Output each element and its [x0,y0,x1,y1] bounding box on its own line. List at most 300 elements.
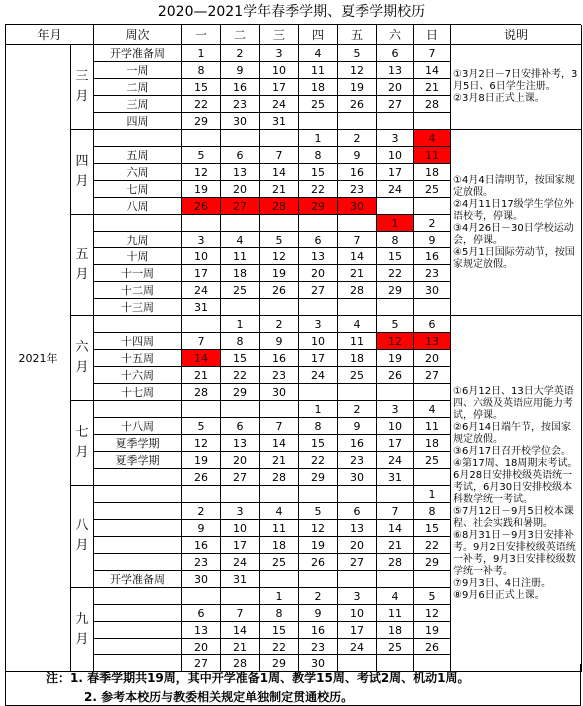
note-line: ④5月1日国际劳动节，按国家规定放假。 [453,246,575,270]
day-cell: 18 [299,79,338,96]
day-cell: 6 [377,45,414,62]
day-cell: 10 [377,147,414,164]
day-cell: 12 [338,62,377,79]
day-cell: 11 [260,520,299,537]
day-cell: 4 [338,316,377,333]
day-cell: 2 [338,401,377,418]
day-cell: 26 [299,554,338,571]
day-cell: 19 [260,265,299,282]
day-cell: 20 [414,350,451,367]
week-label [94,554,182,571]
day-cell: 13 [182,622,221,639]
year-label [6,45,71,672]
day-cell: 17 [377,164,414,181]
notes-block [451,316,582,672]
week-label [94,588,182,605]
day-cell: 30 [299,655,338,672]
day-cell: 17 [182,265,221,282]
day-cell: 23 [299,639,338,656]
day-cell: 26 [338,96,377,113]
day-cell: 4 [377,588,414,605]
week-label: 十四周 [94,333,182,350]
day-cell [377,198,414,215]
header-month: 年月 [6,25,94,45]
day-cell [260,130,299,147]
day-cell: 19 [182,452,221,469]
week-label: 五周 [94,147,182,164]
day-cell: 25 [338,367,377,384]
day-cell-holiday: 26 [182,198,221,215]
day-cell: 15 [299,164,338,181]
day-cell [260,401,299,418]
day-cell [377,113,414,130]
day-cell: 16 [338,435,377,452]
day-cell: 11 [338,333,377,350]
day-cell [377,486,414,503]
week-label: 十六周 [94,367,182,384]
day-cell: 19 [338,79,377,96]
day-cell-holiday: 13 [414,333,451,350]
day-cell: 7 [260,418,299,435]
day-cell [414,571,451,588]
day-cell: 14 [221,622,260,639]
day-cell: 31 [182,299,221,316]
day-cell: 25 [377,639,414,656]
day-cell [377,299,414,316]
day-cell: 17 [260,79,299,96]
day-cell: 4 [221,232,260,249]
day-cell [182,588,221,605]
day-cell [377,571,414,588]
day-cell: 5 [377,316,414,333]
day-cell [182,130,221,147]
day-cell: 29 [414,554,451,571]
day-cell: 21 [414,79,451,96]
day-cell: 25 [260,554,299,571]
day-cell: 29 [299,469,338,486]
day-cell: 6 [221,147,260,164]
week-label [94,401,182,418]
note-line: ⑤7月12日－9月5日校本课程、社会实践和暑期。 [453,505,574,529]
day-cell: 14 [338,248,377,265]
day-cell: 7 [182,333,221,350]
week-label: 十七周 [94,384,182,401]
note-line: ②4月11日17级学生学位外语校考，停课。 [453,198,574,222]
day-cell: 12 [414,605,451,622]
day-cell: 13 [221,435,260,452]
week-label [94,130,182,147]
day-cell: 26 [182,469,221,486]
day-cell: 10 [260,62,299,79]
day-cell: 6 [338,503,377,520]
day-cell [414,299,451,316]
day-cell: 16 [414,248,451,265]
day-cell: 25 [414,181,451,198]
day-cell: 28 [338,282,377,299]
notes-block [451,130,582,317]
day-cell: 27 [182,655,221,672]
note-line: ①6月12日、13日大学英语四、六级及英语应用能力考试，停课。 [453,385,574,421]
header-day: 日 [414,25,451,45]
day-cell: 22 [260,639,299,656]
week-label [94,316,182,333]
day-cell: 4 [414,401,451,418]
day-cell: 15 [260,622,299,639]
day-cell: 28 [377,554,414,571]
day-cell: 18 [377,622,414,639]
day-cell: 6 [182,605,221,622]
day-cell: 7 [260,147,299,164]
day-cell: 13 [299,248,338,265]
day-cell: 16 [182,537,221,554]
week-label: 开学准备周 [94,571,182,588]
day-cell: 25 [221,282,260,299]
month-label [71,401,94,486]
week-label [94,520,182,537]
day-cell: 3 [377,130,414,147]
day-cell: 4 [299,45,338,62]
day-cell: 9 [221,62,260,79]
day-cell: 15 [414,520,451,537]
day-cell: 17 [377,435,414,452]
day-cell: 7 [414,45,451,62]
day-cell: 14 [377,520,414,537]
day-cell: 19 [182,181,221,198]
week-label: 六周 [94,164,182,181]
month-name: 六月 [75,340,89,376]
day-cell: 3 [182,232,221,249]
day-cell: 10 [338,605,377,622]
day-cell [414,384,451,401]
day-cell: 14 [260,435,299,452]
week-label: 开学准备周 [94,45,182,62]
day-cell: 6 [414,316,451,333]
day-cell: 3 [299,316,338,333]
week-label: 二周 [94,79,182,96]
day-cell: 17 [299,350,338,367]
day-cell: 18 [260,537,299,554]
month-label [71,45,94,130]
week-label: 七周 [94,181,182,198]
day-cell: 19 [377,350,414,367]
month-label [71,486,94,588]
day-cell [338,384,377,401]
day-cell: 12 [182,164,221,181]
day-cell: 30 [221,113,260,130]
day-cell: 27 [221,469,260,486]
header-week: 周次 [94,25,182,45]
day-cell-holiday: 11 [414,147,451,164]
month-name: 三月 [75,68,89,104]
day-cell: 30 [414,282,451,299]
week-label: 一周 [94,62,182,79]
day-cell: 8 [377,232,414,249]
day-cell: 2 [414,215,451,232]
day-cell: 31 [221,571,260,588]
day-cell-holiday: 28 [260,198,299,215]
day-cell: 3 [377,401,414,418]
day-cell: 10 [182,248,221,265]
day-cell: 8 [299,418,338,435]
week-label [94,469,182,486]
day-cell: 10 [377,418,414,435]
day-cell: 30 [182,571,221,588]
day-cell [221,299,260,316]
month-label [71,130,94,215]
day-cell: 24 [299,367,338,384]
week-label [94,215,182,232]
day-cell: 2 [182,503,221,520]
day-cell: 13 [338,520,377,537]
day-cell: 25 [414,452,451,469]
day-cell: 8 [414,503,451,520]
week-label [94,639,182,656]
day-cell [299,215,338,232]
day-cell: 17 [338,622,377,639]
day-cell: 2 [260,316,299,333]
day-cell [299,571,338,588]
day-cell: 15 [299,435,338,452]
month-name: 九月 [75,611,89,647]
day-cell: 21 [221,639,260,656]
day-cell-holiday: 27 [221,198,260,215]
day-cell [299,113,338,130]
day-cell: 24 [182,282,221,299]
day-cell: 9 [182,520,221,537]
day-cell [182,401,221,418]
day-cell: 18 [221,265,260,282]
day-cell [377,384,414,401]
day-cell: 23 [221,96,260,113]
day-cell: 13 [221,164,260,181]
day-cell: 16 [221,79,260,96]
day-cell: 21 [260,452,299,469]
note-line: ①4月4日清明节，按国家规定放假。 [453,174,575,198]
day-cell: 18 [338,350,377,367]
month-label [71,316,94,401]
day-cell: 12 [299,520,338,537]
day-cell [414,113,451,130]
day-cell: 1 [299,130,338,147]
day-cell: 2 [338,130,377,147]
day-cell: 28 [182,384,221,401]
day-cell: 20 [182,639,221,656]
month-label [71,588,94,673]
day-cell: 8 [182,62,221,79]
day-cell: 3 [338,588,377,605]
day-cell [414,198,451,215]
day-cell: 28 [260,469,299,486]
day-cell: 1 [299,401,338,418]
day-cell: 27 [377,96,414,113]
day-cell: 24 [338,639,377,656]
day-cell: 20 [221,181,260,198]
day-cell: 3 [221,503,260,520]
day-cell: 28 [221,655,260,672]
day-cell: 24 [221,554,260,571]
day-cell: 14 [260,164,299,181]
month-name: 五月 [75,246,89,282]
day-cell: 26 [260,282,299,299]
day-cell-holiday: 1 [377,215,414,232]
day-cell: 11 [377,605,414,622]
day-cell [260,215,299,232]
month-label [71,215,94,317]
day-cell: 22 [182,96,221,113]
note-line: ①3月2日－7日安排补考，3月5日、6日学生注册。 [453,68,578,92]
day-cell: 28 [414,96,451,113]
day-cell [338,113,377,130]
day-cell [260,486,299,503]
day-cell: 29 [182,113,221,130]
day-cell: 22 [414,537,451,554]
day-cell: 22 [299,181,338,198]
day-cell [182,486,221,503]
header-day: 二 [221,25,260,45]
day-cell: 24 [377,452,414,469]
day-cell: 18 [414,435,451,452]
day-cell: 27 [299,282,338,299]
day-cell: 17 [221,537,260,554]
day-cell: 24 [260,96,299,113]
note-line: ③6月17日召开校学位会。 [453,445,572,457]
day-cell [260,571,299,588]
day-cell: 7 [377,503,414,520]
day-cell: 29 [221,384,260,401]
day-cell: 23 [414,265,451,282]
day-cell: 25 [299,96,338,113]
day-cell: 10 [221,520,260,537]
day-cell [260,299,299,316]
day-cell [414,469,451,486]
week-label: 十八周 [94,418,182,435]
day-cell: 31 [377,469,414,486]
day-cell: 21 [338,265,377,282]
day-cell [221,588,260,605]
day-cell: 29 [377,282,414,299]
footer-line-1: 注：1. 春季学期共19周，其中开学准备1周、教学15周、考试2周、机动1周。 [46,671,470,685]
day-cell [299,486,338,503]
header-day: 六 [377,25,414,45]
day-cell: 24 [377,181,414,198]
day-cell [221,215,260,232]
week-label [94,486,182,503]
day-cell: 9 [338,418,377,435]
day-cell [338,215,377,232]
day-cell: 1 [221,316,260,333]
day-cell: 18 [414,164,451,181]
week-label: 十周 [94,248,182,265]
month-name: 八月 [75,518,89,554]
note-line: ⑧9月6日正式上课。 [453,589,545,601]
day-cell: 20 [338,537,377,554]
day-cell: 9 [260,333,299,350]
day-cell: 1 [182,45,221,62]
day-cell: 5 [182,418,221,435]
day-cell: 23 [182,554,221,571]
day-cell: 22 [221,367,260,384]
day-cell: 1 [414,486,451,503]
day-cell: 11 [414,418,451,435]
day-cell [182,316,221,333]
week-label: 八周 [94,198,182,215]
header-day: 四 [299,25,338,45]
day-cell [338,299,377,316]
week-label: 十一周 [94,265,182,282]
day-cell [299,384,338,401]
day-cell: 7 [338,232,377,249]
day-cell: 20 [221,452,260,469]
day-cell-holiday: 4 [414,130,451,147]
day-cell: 11 [221,248,260,265]
day-cell: 15 [221,350,260,367]
day-cell: 15 [377,248,414,265]
day-cell: 12 [260,248,299,265]
day-cell-holiday: 14 [182,350,221,367]
note-line: ②6月14日端午节，按国家规定放假。 [453,421,572,445]
day-cell: 6 [221,418,260,435]
day-cell: 21 [377,537,414,554]
day-cell-holiday: 30 [338,198,377,215]
day-cell: 19 [299,537,338,554]
week-label: 十三周 [94,299,182,316]
week-label [94,605,182,622]
day-cell: 5 [338,45,377,62]
day-cell [221,401,260,418]
day-cell: 2 [221,45,260,62]
day-cell: 6 [299,232,338,249]
day-cell: 2 [299,588,338,605]
week-label: 十二周 [94,282,182,299]
year-text: 2021年 [18,352,58,366]
day-cell: 1 [260,588,299,605]
day-cell: 22 [377,265,414,282]
day-cell: 5 [182,147,221,164]
calendar-table [5,24,581,671]
day-cell: 16 [260,350,299,367]
day-cell: 9 [299,605,338,622]
day-cell: 30 [260,384,299,401]
week-label: 十五周 [94,350,182,367]
header-day: 一 [182,25,221,45]
day-cell: 8 [260,605,299,622]
day-cell: 29 [260,655,299,672]
day-cell: 23 [338,452,377,469]
day-cell: 10 [299,333,338,350]
header-day: 三 [260,25,299,45]
day-cell-holiday: 12 [377,333,414,350]
day-cell: 14 [414,62,451,79]
day-cell: 26 [414,639,451,656]
note-line: ⑦9月3日、4日注册。 [453,577,552,589]
week-label: 夏季学期 [94,435,182,452]
day-cell [221,486,260,503]
week-label [94,503,182,520]
day-cell: 16 [299,622,338,639]
day-cell: 8 [221,333,260,350]
day-cell: 15 [182,79,221,96]
header-notes: 说明 [451,25,582,45]
day-cell: 8 [299,147,338,164]
day-cell [338,486,377,503]
header-day: 五 [338,25,377,45]
week-label [94,622,182,639]
footer-notes [5,664,581,706]
day-cell: 5 [299,503,338,520]
day-cell: 4 [260,503,299,520]
day-cell: 9 [414,232,451,249]
day-cell: 11 [299,62,338,79]
